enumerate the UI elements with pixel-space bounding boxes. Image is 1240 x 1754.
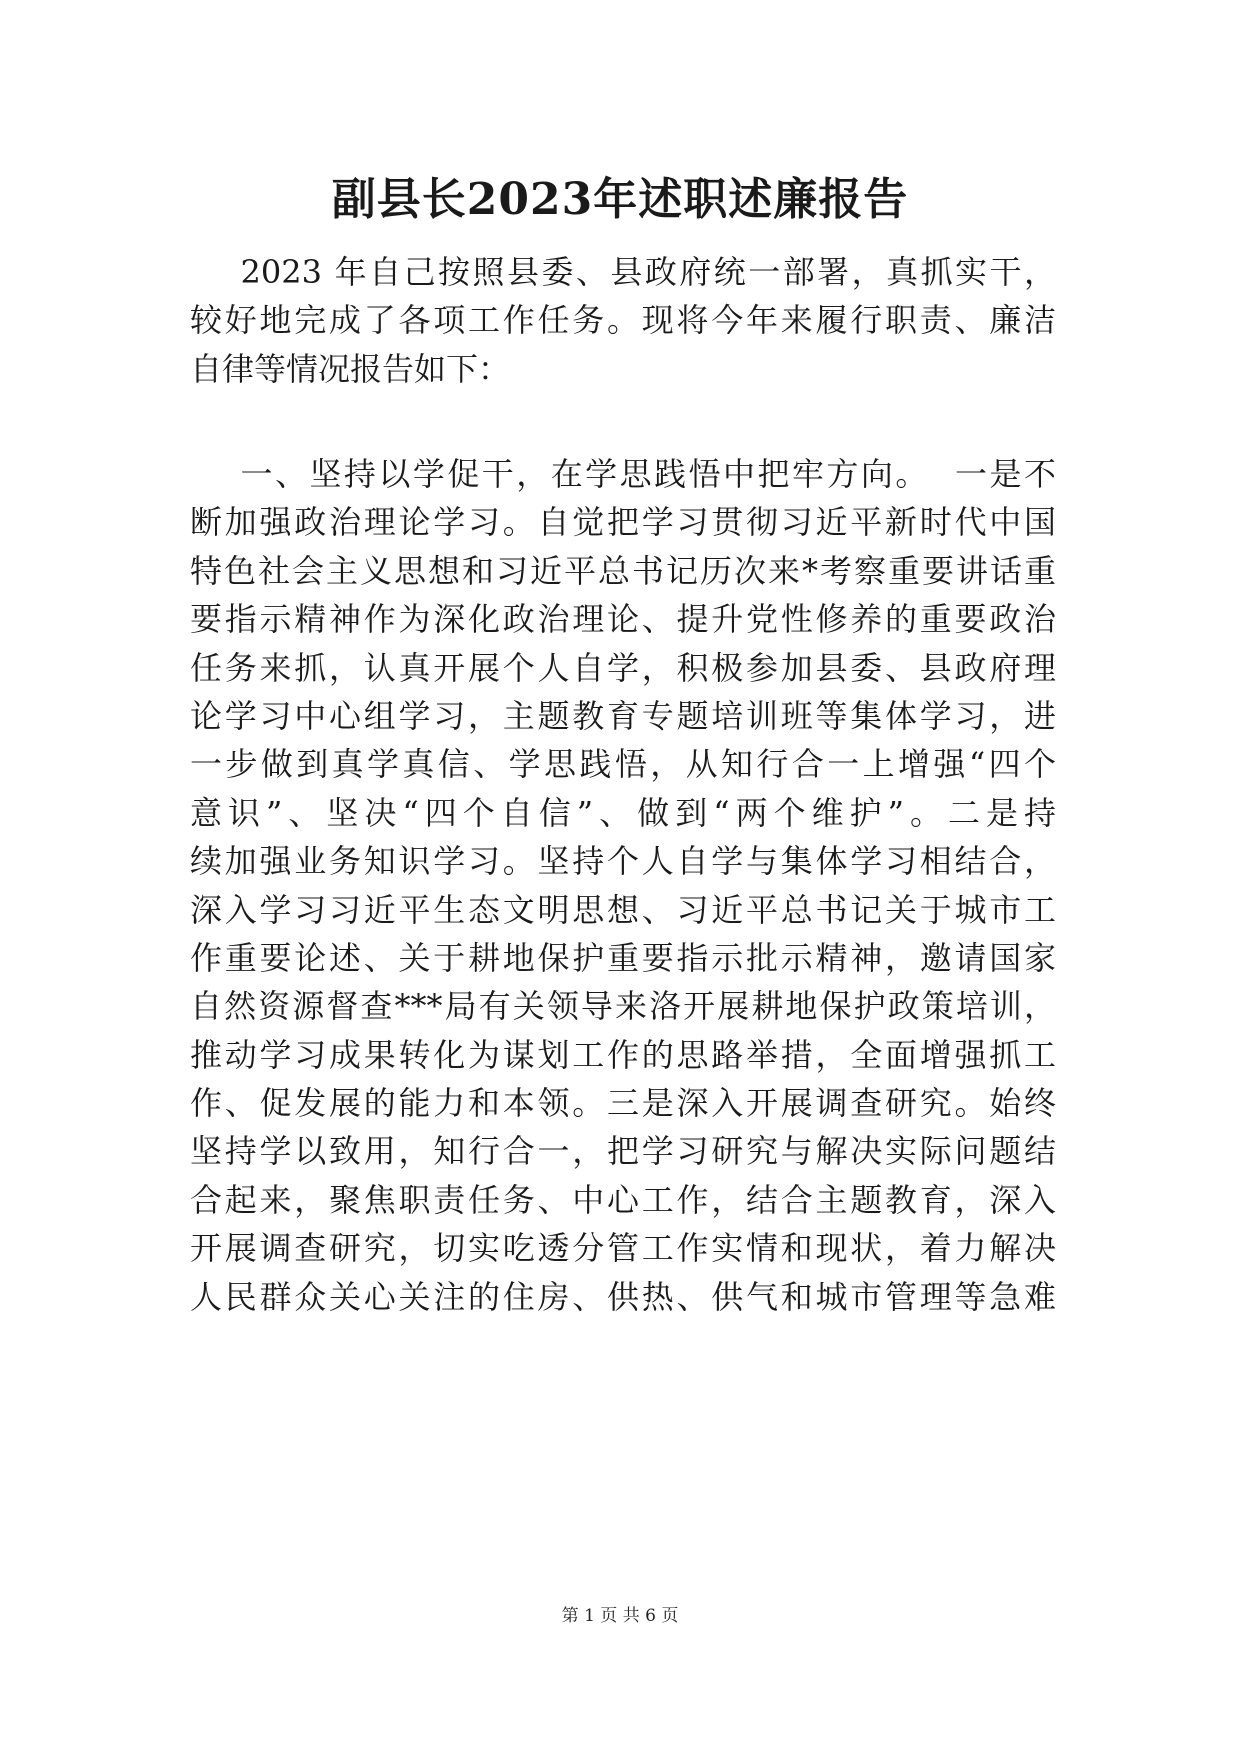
paragraph-line: 自然资源督查***局有关领导来洛开展耕地保护政策培训， [190, 987, 1056, 1026]
paragraph-line: 特色社会主义思想和习近平总书记历次来*考察重要讲话重 [190, 551, 1056, 590]
paragraph-line: 断加强政治理论学习。自觉把学习贯彻习近平新时代中国 [190, 503, 1056, 542]
paragraph-line: 坚持学以致用，知行合一，把学习研究与解决实际问题结 [190, 1132, 1056, 1171]
paragraph-line: 意识”、坚决“四个自信”、做到“两个维护”。二是持 [190, 793, 1056, 832]
paragraph-line: 作、促发展的能力和本领。三是深入开展调查研究。始终 [190, 1084, 1056, 1123]
paragraph-line: 论学习中心组学习，主题教育专题培训班等集体学习，进 [190, 696, 1056, 735]
paragraph-line: 开展调查研究，切实吃透分管工作实情和现状，着力解决 [190, 1229, 1056, 1268]
paragraph-intro [190, 248, 1056, 393]
paragraph-line: 自律等情况报告如下： [190, 349, 511, 388]
paragraph-line: 一、坚持以学促干，在学思践悟中把牢方向。 一是不 [190, 455, 1056, 493]
paragraph-section-one [190, 450, 1056, 1321]
document-title: 副县长2023年述职述廉报告 [331, 174, 909, 225]
paragraph-line: 人民群众关心关注的住房、供热、供气和城市管理等急难 [190, 1277, 1056, 1316]
paragraph-line: 2023 年自己按照县委、县政府统一部署，真抓实干， [190, 253, 1056, 291]
paragraph-line: 推动学习成果转化为谋划工作的思路举措，全面增强抓工 [190, 1035, 1056, 1074]
paragraph-line: 任务来抓，认真开展个人自学，积极参加县委、县政府理 [190, 648, 1056, 687]
paragraph-line: 合起来，聚焦职责任务、中心工作，结合主题教育，深入 [190, 1180, 1056, 1219]
paragraph-line: 深入学习习近平生态文明思想、习近平总书记关于城市工 [190, 890, 1056, 929]
paragraph-line: 较好地完成了各项工作任务。现将今年来履行职责、廉洁 [190, 301, 1056, 340]
paragraph-line: 作重要论述、关于耕地保护重要指示批示精神，邀请国家 [190, 938, 1056, 977]
paragraph-line: 续加强业务知识学习。坚持个人自学与集体学习相结合， [190, 842, 1056, 881]
paragraph-line: 一步做到真学真信、学思践悟，从知行合一上增强“四个 [190, 745, 1056, 784]
page-footer: 第 1 页 共 6 页 [561, 1606, 679, 1626]
paragraph-line: 要指示精神作为深化政治理论、提升党性修养的重要政治 [190, 600, 1056, 639]
